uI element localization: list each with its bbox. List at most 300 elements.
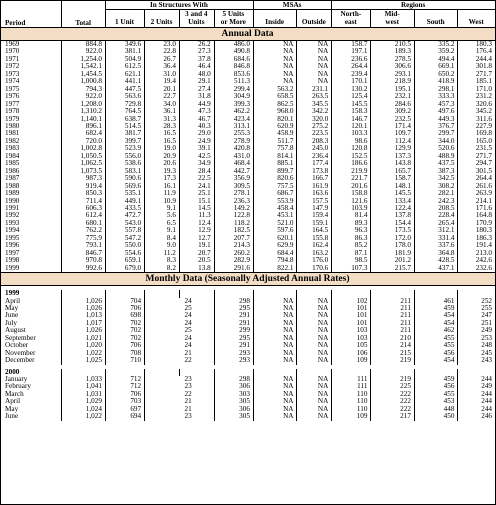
cell-unit5: 182.5 xyxy=(214,227,253,234)
cell-empty xyxy=(332,290,371,297)
cell-unit5: 282.9 xyxy=(214,257,253,264)
table-row xyxy=(1,130,495,137)
cell-unit1: 535.1 xyxy=(105,190,144,197)
cell-unit2-4: 24 xyxy=(145,320,215,327)
cell-northeast: 106 xyxy=(332,350,371,357)
table-row xyxy=(1,413,495,420)
cell-unit5: 853.6 xyxy=(214,71,253,78)
cell-midwest: 148.1 xyxy=(371,183,415,190)
table-row xyxy=(1,183,495,190)
cell-period: 1989 xyxy=(5,190,20,198)
cell-south: 312.1 xyxy=(414,227,458,234)
cell-south: 376.7 xyxy=(414,123,458,130)
cell-empty xyxy=(297,290,332,297)
cell-unit2: 19.4 xyxy=(145,78,180,85)
cell-unit1: 694 xyxy=(105,413,144,420)
cell-midwest: 154.4 xyxy=(371,220,415,227)
cell-unit2: 8.4 xyxy=(145,235,180,242)
table-row xyxy=(1,312,495,319)
cell-outside: 231.1 xyxy=(297,86,332,93)
table-row xyxy=(1,357,495,364)
cell-west: 301.8 xyxy=(458,63,495,70)
cell-northeast: 125.4 xyxy=(332,93,371,100)
cell-total: 1,033 xyxy=(62,376,106,383)
cell-west: 244 xyxy=(458,406,495,413)
table-row xyxy=(1,160,495,167)
cell-unit5: 399.3 xyxy=(214,101,253,108)
cell-period: 1969 xyxy=(5,40,20,48)
table-row xyxy=(1,190,495,197)
cell-west: 244 xyxy=(458,376,495,383)
section-band-annual xyxy=(1,28,495,41)
cell-south: 520.6 xyxy=(414,145,458,152)
cell-period: 1987 xyxy=(5,175,20,183)
cell-total: 970.8 xyxy=(62,257,106,264)
cell-unit2: 36.4 xyxy=(145,63,180,70)
cell-inside: 686.7 xyxy=(253,190,297,197)
cell-period: 1992 xyxy=(5,212,20,220)
cell-unit1: 764.5 xyxy=(105,108,144,115)
cell-period: June xyxy=(5,312,19,320)
table-row xyxy=(1,320,495,327)
cell-unit2-4: 24 xyxy=(145,298,215,305)
cell-west: 251 xyxy=(458,320,495,327)
cell-unit5: 306 xyxy=(214,406,253,413)
cell-unit5: 291.6 xyxy=(214,265,253,273)
cell-period: May xyxy=(5,405,19,413)
cell-unit1: 523.9 xyxy=(105,145,144,152)
table-row xyxy=(1,153,495,160)
cell-unit1: 706 xyxy=(105,305,144,312)
cell-unit2-4: 24 xyxy=(145,312,215,319)
cell-unit3-4: 46.7 xyxy=(179,116,214,123)
cell-unit5: 356.9 xyxy=(214,175,253,182)
cell-northeast: 107.3 xyxy=(332,265,371,273)
cell-midwest: 222 xyxy=(371,398,415,405)
cell-unit2: 11.9 xyxy=(145,190,180,197)
section-title-monthly: Monthly Data (Seasonally Adjusted Annual Rates) xyxy=(1,273,495,286)
header-group-regions: Regions xyxy=(332,1,495,10)
cell-empty xyxy=(179,369,214,376)
table-row xyxy=(1,305,495,312)
cell-northeast: 236.6 xyxy=(332,56,371,63)
cell-unit5: 305 xyxy=(214,398,253,405)
cell-total: 1,029 xyxy=(62,398,106,405)
cell-unit2: 11.2 xyxy=(145,250,180,257)
cell-empty xyxy=(214,369,253,376)
cell-outside: NA xyxy=(297,398,332,405)
cell-unit1: 703 xyxy=(105,398,144,405)
cell-unit5: 442.7 xyxy=(214,168,253,175)
cell-west: 249 xyxy=(458,327,495,334)
cell-northeast: 87.1 xyxy=(332,250,371,257)
cell-outside: 342.2 xyxy=(297,108,332,115)
table-row xyxy=(1,383,495,390)
table-row xyxy=(1,327,495,334)
cell-inside: NA xyxy=(253,56,297,63)
cell-unit2-4: 23 xyxy=(145,383,215,390)
cell-unit5: 291 xyxy=(214,320,253,327)
header-midwest xyxy=(371,10,415,28)
cell-south: 359.2 xyxy=(414,48,458,55)
cell-unit1: 447.5 xyxy=(105,86,144,93)
cell-unit2-4: 21 xyxy=(145,406,215,413)
table-row xyxy=(1,198,495,205)
cell-unit3-4: 24.9 xyxy=(179,138,214,145)
cell-outside: NA xyxy=(297,48,332,55)
cell-unit5: 303 xyxy=(214,391,253,398)
cell-outside: 223.5 xyxy=(297,130,332,137)
cell-south: 299.7 xyxy=(414,130,458,137)
cell-midwest: 222 xyxy=(371,391,415,398)
cell-south: 455 xyxy=(414,342,458,349)
cell-total: 992.6 xyxy=(62,265,106,273)
cell-period: August xyxy=(5,327,26,335)
cell-midwest: 232.5 xyxy=(371,116,415,123)
cell-outside: NA xyxy=(297,312,332,319)
cell-unit1: 702 xyxy=(105,327,144,334)
cell-total: 1,254.0 xyxy=(62,56,106,63)
cell-outside: 236.4 xyxy=(297,153,332,160)
cell-empty xyxy=(414,290,458,297)
table-row xyxy=(1,93,495,100)
cell-total: 1,062.5 xyxy=(62,160,106,167)
cell-period: 1984 xyxy=(5,152,20,160)
cell-unit1: 621.1 xyxy=(105,71,144,78)
cell-midwest: 211 xyxy=(371,312,415,319)
cell-unit5: 313.1 xyxy=(214,123,253,130)
cell-west: 246 xyxy=(458,413,495,420)
cell-outside: NA xyxy=(297,327,332,334)
cell-inside: 885.1 xyxy=(253,160,297,167)
cell-west: 186.3 xyxy=(458,235,495,242)
cell-northeast: 110 xyxy=(332,398,371,405)
cell-unit3-4: 48.0 xyxy=(179,71,214,78)
cell-unit1: 679.0 xyxy=(105,265,144,273)
cell-midwest: 215 xyxy=(371,350,415,357)
cell-northeast: 111 xyxy=(332,376,371,383)
cell-empty xyxy=(332,369,371,376)
cell-midwest: 109.7 xyxy=(371,130,415,137)
cell-northeast: 105 xyxy=(332,342,371,349)
cell-unit1: 638.7 xyxy=(105,116,144,123)
cell-unit5: 149.2 xyxy=(214,205,253,212)
cell-west: 271.7 xyxy=(458,153,495,160)
cell-inside: NA xyxy=(253,398,297,405)
cell-northeast: 86.3 xyxy=(332,235,371,242)
cell-south: 437.5 xyxy=(414,160,458,167)
cell-unit1: 550.0 xyxy=(105,242,144,249)
cell-west: 244 xyxy=(458,398,495,405)
cell-period: January xyxy=(5,376,28,384)
cell-inside: 511.7 xyxy=(253,138,297,145)
cell-south: 265.4 xyxy=(414,220,458,227)
cell-inside: 684.4 xyxy=(253,250,297,257)
table-row xyxy=(1,48,495,55)
cell-outside: 161.9 xyxy=(297,183,332,190)
header-group-structures: In Structures With xyxy=(105,1,253,10)
cell-unit2: 34.0 xyxy=(145,101,180,108)
cell-unit3-4: 14.5 xyxy=(179,205,214,212)
cell-unit2-4: 24 xyxy=(145,342,215,349)
cell-south: 450 xyxy=(414,413,458,420)
cell-total: 711.4 xyxy=(62,198,106,205)
cell-unit1: 538.6 xyxy=(105,160,144,167)
cell-total: 1,140.1 xyxy=(62,116,106,123)
cell-outside: NA xyxy=(297,357,332,364)
cell-northeast: 130.2 xyxy=(332,86,371,93)
cell-west: 164.8 xyxy=(458,212,495,219)
cell-west: 231.2 xyxy=(458,93,495,100)
cell-inside: NA xyxy=(253,312,297,319)
cell-inside: 658.5 xyxy=(253,93,297,100)
cell-midwest: 225 xyxy=(371,383,415,390)
cell-northeast: 103.9 xyxy=(332,205,371,212)
cell-midwest: 222 xyxy=(371,406,415,413)
cell-total: 1,002.8 xyxy=(62,145,106,152)
cell-unit3-4: 27.4 xyxy=(179,86,214,93)
cell-period: 1977 xyxy=(5,100,20,108)
cell-unit2: 22.7 xyxy=(145,93,180,100)
cell-inside: 794.8 xyxy=(253,257,297,264)
cell-unit1: 697 xyxy=(105,406,144,413)
cell-northeast: 158.8 xyxy=(332,190,371,197)
cell-period: 1993 xyxy=(5,219,20,227)
cell-west: 171.0 xyxy=(458,86,495,93)
cell-unit3-4: 19.1 xyxy=(179,242,214,249)
cell-unit5: 304.9 xyxy=(214,93,253,100)
cell-inside: NA xyxy=(253,383,297,390)
cell-total: 1,000.8 xyxy=(62,78,106,85)
cell-unit2: 19.0 xyxy=(145,145,180,152)
cell-unit3-4: 29.1 xyxy=(179,78,214,85)
cell-unit5: 846.8 xyxy=(214,63,253,70)
cell-unit3-4: 12.4 xyxy=(179,220,214,227)
cell-unit5: 306 xyxy=(214,383,253,390)
cell-unit2-4: 23 xyxy=(145,413,215,420)
cell-south: 462 xyxy=(414,327,458,334)
cell-northeast: 201.6 xyxy=(332,183,371,190)
cell-northeast: 110 xyxy=(332,406,371,413)
cell-period: 1990 xyxy=(5,197,20,205)
cell-total: 680.1 xyxy=(62,220,106,227)
cell-total: 922.0 xyxy=(62,93,106,100)
cell-south: 331.4 xyxy=(414,235,458,242)
cell-unit1: 702 xyxy=(105,335,144,342)
cell-inside: 862.5 xyxy=(253,101,297,108)
cell-period: December xyxy=(5,357,35,365)
header-unit5-line1: 5 Units xyxy=(222,10,245,18)
cell-south: 454 xyxy=(414,357,458,364)
cell-total: 1,050.5 xyxy=(62,153,106,160)
cell-unit1: 706 xyxy=(105,342,144,349)
cell-unit2: 9.0 xyxy=(145,242,180,249)
table-row xyxy=(1,71,495,78)
cell-west: 252 xyxy=(458,298,495,305)
table-row xyxy=(1,145,495,152)
cell-unit1: 706 xyxy=(105,391,144,398)
cell-unit1: 557.8 xyxy=(105,227,144,234)
cell-midwest: 232.1 xyxy=(371,93,415,100)
cell-unit1: 554.6 xyxy=(105,250,144,257)
cell-total: 1,020 xyxy=(62,342,106,349)
cell-midwest: 171.4 xyxy=(371,123,415,130)
header-unit3-4-line2: Units xyxy=(188,18,205,26)
cell-south: 454 xyxy=(414,312,458,319)
cell-south: 494.4 xyxy=(414,56,458,63)
cell-outside: NA xyxy=(297,383,332,390)
header-unit3-4 xyxy=(179,10,214,28)
cell-unit1: 729.8 xyxy=(105,101,144,108)
cell-period: 1988 xyxy=(5,182,20,190)
cell-unit3-4: 31.8 xyxy=(179,93,214,100)
cell-outside: 159.4 xyxy=(297,212,332,219)
cell-south: 454 xyxy=(414,320,458,327)
cell-period: 1997 xyxy=(5,249,20,257)
cell-unit5: 298 xyxy=(214,298,253,305)
cell-empty xyxy=(458,369,495,376)
cell-northeast: 186.6 xyxy=(332,160,371,167)
cell-midwest: 211 xyxy=(371,305,415,312)
housing-units-table xyxy=(1,1,495,421)
cell-south: 228.4 xyxy=(414,212,458,219)
cell-west: 255 xyxy=(458,305,495,312)
cell-outside: NA xyxy=(297,63,332,70)
cell-period: 1983 xyxy=(5,145,20,153)
cell-midwest: 133.4 xyxy=(371,198,415,205)
cell-unit1: 708 xyxy=(105,350,144,357)
cell-empty xyxy=(253,290,297,297)
cell-unit1: 381.7 xyxy=(105,130,144,137)
cell-total: 1,022 xyxy=(62,350,106,357)
cell-west: 271.7 xyxy=(458,71,495,78)
cell-south: 387.3 xyxy=(414,168,458,175)
cell-inside: 458.9 xyxy=(253,130,297,137)
cell-unit5: 511.3 xyxy=(214,78,253,85)
cell-outside: 164.5 xyxy=(297,227,332,234)
cell-west: 249 xyxy=(458,383,495,390)
cell-unit3-4: 20.7 xyxy=(179,250,214,257)
cell-west: 242.6 xyxy=(458,257,495,264)
cell-unit3-4: 20.5 xyxy=(179,257,214,264)
cell-inside: 563.2 xyxy=(253,86,297,93)
cell-south: 335.2 xyxy=(414,41,458,49)
cell-south: 282.1 xyxy=(414,190,458,197)
cell-inside: NA xyxy=(253,48,297,55)
cell-midwest: 173.5 xyxy=(371,227,415,234)
cell-total: 1,026 xyxy=(62,305,106,312)
cell-unit5: 291 xyxy=(214,312,253,319)
cell-west: 213.0 xyxy=(458,250,495,257)
cell-outside: 159.1 xyxy=(297,220,332,227)
cell-unit2-4: 22 xyxy=(145,391,215,398)
cell-south: 488.9 xyxy=(414,153,458,160)
cell-unit3-4: 44.9 xyxy=(179,101,214,108)
cell-unit2: 20.1 xyxy=(145,86,180,93)
cell-unit1: 449.1 xyxy=(105,198,144,205)
cell-south: 456 xyxy=(414,383,458,390)
cell-period: April xyxy=(5,297,21,305)
cell-total: 884.8 xyxy=(62,41,106,49)
cell-unit5: 118.2 xyxy=(214,220,253,227)
cell-midwest: 217 xyxy=(371,413,415,420)
cell-period: 1991 xyxy=(5,204,20,212)
cell-total: 846.7 xyxy=(62,250,106,257)
table-row xyxy=(1,175,495,182)
year-label: 1999 xyxy=(5,290,20,298)
cell-northeast: 103 xyxy=(332,327,371,334)
header-northeast-line2: east xyxy=(344,18,357,26)
cell-northeast: 120.8 xyxy=(332,145,371,152)
cell-northeast: 98.5 xyxy=(332,257,371,264)
cell-midwest: 211 xyxy=(371,320,415,327)
cell-west: 311.6 xyxy=(458,116,495,123)
cell-period: 1973 xyxy=(5,70,20,78)
cell-inside: 620.9 xyxy=(253,123,297,130)
cell-inside: NA xyxy=(253,376,297,383)
cell-midwest: 158.7 xyxy=(371,175,415,182)
cell-unit2: 20.9 xyxy=(145,153,180,160)
cell-midwest: 215.7 xyxy=(371,265,415,273)
cell-unit2: 5.6 xyxy=(145,212,180,219)
table-row xyxy=(1,56,495,63)
cell-unit3-4: 12.7 xyxy=(179,235,214,242)
cell-midwest: 201.2 xyxy=(371,257,415,264)
header-northeast-line1: North- xyxy=(340,10,362,18)
cell-empty xyxy=(297,369,332,376)
cell-inside: NA xyxy=(253,327,297,334)
cell-total: 922.0 xyxy=(62,48,106,55)
table-row xyxy=(1,265,495,273)
cell-northeast: 101 xyxy=(332,312,371,319)
cell-northeast: 81.4 xyxy=(332,212,371,219)
cell-south: 342.5 xyxy=(414,175,458,182)
cell-unit1: 563.6 xyxy=(105,93,144,100)
cell-unit3-4: 39.1 xyxy=(179,145,214,152)
cell-outside: NA xyxy=(297,350,332,357)
cell-empty xyxy=(214,290,253,297)
cell-total: 1,310.2 xyxy=(62,108,106,115)
cell-period: 1985 xyxy=(5,160,20,168)
cell-total: 1,026 xyxy=(62,327,106,334)
cell-empty xyxy=(414,369,458,376)
cell-northeast: 101 xyxy=(332,305,371,312)
cell-period: July xyxy=(5,319,17,327)
cell-unit1: 712 xyxy=(105,376,144,383)
cell-unit1: 612.5 xyxy=(105,63,144,70)
cell-unit5: 486.0 xyxy=(214,41,253,49)
cell-empty xyxy=(62,369,106,376)
cell-northeast: 170.1 xyxy=(332,78,371,85)
cell-outside: 263.5 xyxy=(297,93,332,100)
cell-unit1: 504.9 xyxy=(105,56,144,63)
cell-northeast: 264.4 xyxy=(332,63,371,70)
cell-inside: NA xyxy=(253,71,297,78)
cell-outside: 163.6 xyxy=(297,190,332,197)
cell-unit1: 712 xyxy=(105,383,144,390)
cell-total: 1,073.5 xyxy=(62,168,106,175)
cell-unit2: 23.0 xyxy=(145,41,180,49)
cell-west: 231.5 xyxy=(458,145,495,152)
cell-period: 1986 xyxy=(5,167,20,175)
cell-unit1: 698 xyxy=(105,312,144,319)
table-row xyxy=(1,250,495,257)
cell-inside: 597.6 xyxy=(253,227,297,234)
cell-northeast: 98.6 xyxy=(332,138,371,145)
cell-unit1: 381.1 xyxy=(105,48,144,55)
cell-northeast: 110 xyxy=(332,391,371,398)
cell-northeast: 146.7 xyxy=(332,116,371,123)
